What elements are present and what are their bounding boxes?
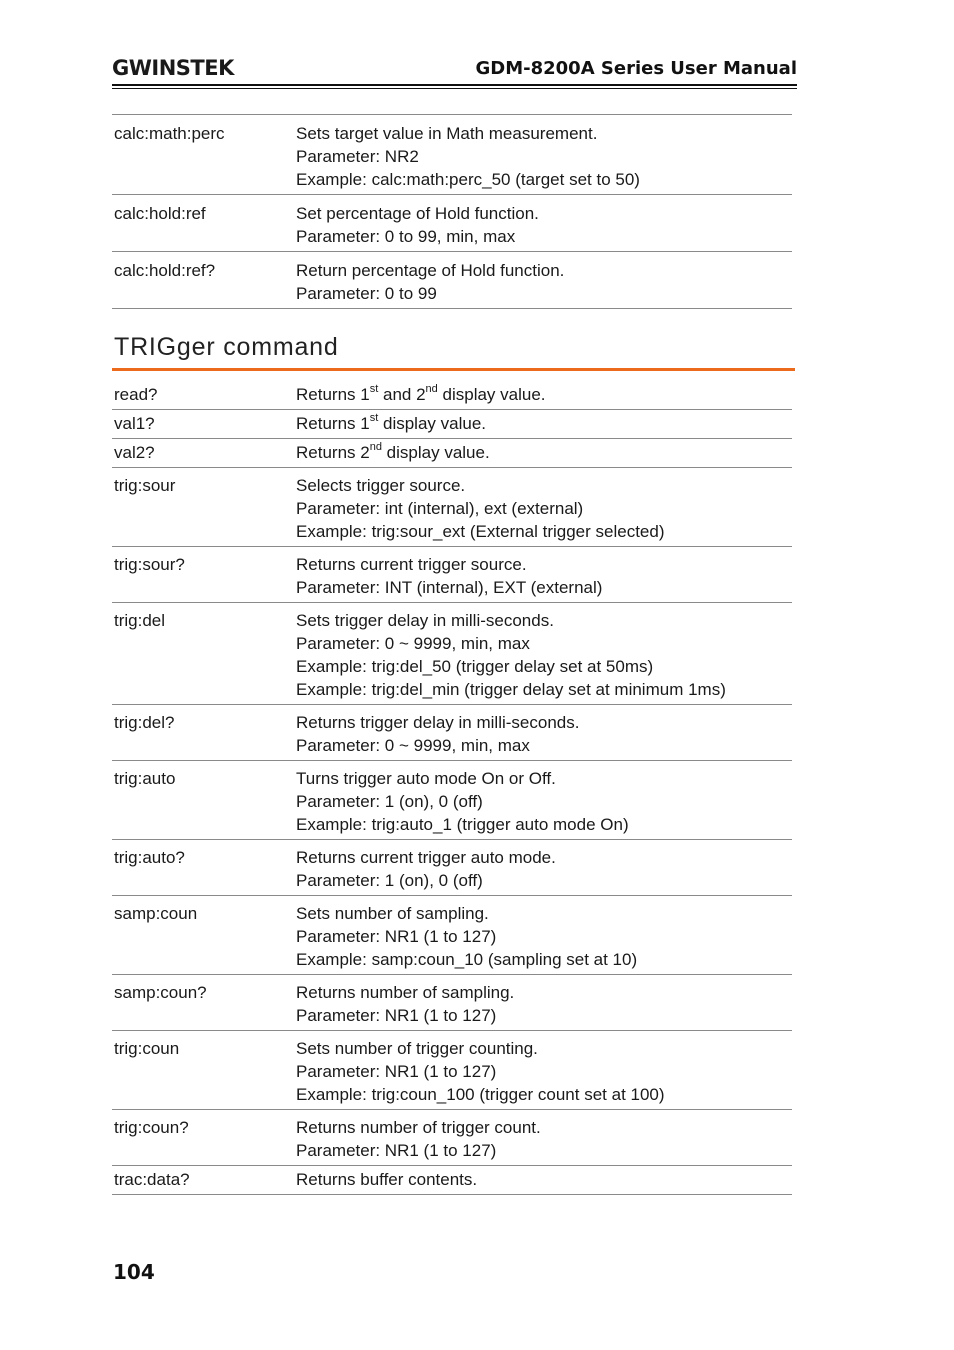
description-line: Parameter: NR1 (1 to 127): [296, 1062, 497, 1081]
description-line: Parameter: NR1 (1 to 127): [296, 927, 497, 946]
command-description: [296, 412, 792, 435]
command-name: trig:sour?: [114, 555, 185, 574]
table-row: [112, 603, 792, 705]
table-row: [112, 840, 792, 896]
text-fragment: display value.: [381, 443, 490, 462]
description-line: [296, 441, 792, 464]
description-line: Parameter: 0 ~ 9999, min, max: [296, 736, 530, 755]
table-row: [112, 410, 792, 439]
description-line: Sets number of sampling.: [296, 904, 489, 923]
command-name: val2?: [114, 443, 155, 462]
description-line: Returns current trigger auto mode.: [296, 848, 556, 867]
command-description: [296, 441, 792, 464]
command-name: read?: [114, 385, 158, 404]
ordinal-suffix: nd: [425, 383, 438, 396]
description-line: Example: calc:math:perc_50 (target set to 50): [296, 170, 640, 189]
table-row: [112, 975, 792, 1031]
brand-logo: GWINSTEK: [112, 56, 234, 80]
command-name: trig:del?: [114, 713, 175, 732]
command-name: calc:hold:ref?: [114, 261, 216, 280]
header-rule: [112, 84, 797, 86]
description-line: Parameter: 1 (on), 0 (off): [296, 792, 483, 811]
description-line: Example: trig:auto_1 (trigger auto mode On): [296, 815, 629, 834]
description-line: Returns current trigger source.: [296, 555, 527, 574]
ordinal-suffix: nd: [369, 441, 382, 454]
description-line: Sets target value in Math measurement.: [296, 124, 598, 143]
description-line: Return percentage of Hold function.: [296, 261, 565, 280]
table-row: [112, 195, 792, 252]
table-row: [112, 896, 792, 975]
description-line: Turns trigger auto mode On or Off.: [296, 769, 556, 788]
description-line: Returns number of sampling.: [296, 983, 515, 1002]
description-line: Selects trigger source.: [296, 476, 466, 495]
description-line: Returns buffer contents.: [296, 1170, 478, 1189]
section-rule: [112, 368, 795, 371]
command-description: [296, 846, 792, 892]
command-name: trig:del: [114, 611, 166, 630]
table-row: [112, 1031, 792, 1110]
command-description: [296, 981, 792, 1027]
description-line: Sets number of trigger counting.: [296, 1039, 538, 1058]
text-fragment: display value.: [378, 414, 486, 433]
command-description: [296, 1037, 792, 1106]
description-line: Returns number of trigger count.: [296, 1118, 541, 1137]
command-description: [296, 259, 792, 305]
table-row: [112, 439, 792, 468]
table-row: [112, 547, 792, 603]
description-line: Parameter: int (internal), ext (external): [296, 499, 584, 518]
description-line: Parameter: INT (internal), EXT (external): [296, 578, 603, 597]
command-name: trig:auto?: [114, 848, 185, 867]
command-description: [296, 553, 792, 599]
command-description: [296, 1168, 792, 1191]
command-description: [296, 1116, 792, 1162]
table-row: [112, 381, 792, 410]
calc-command-table: [112, 114, 792, 309]
command-name: val1?: [114, 414, 155, 433]
command-name: trig:coun: [114, 1039, 180, 1058]
table-row: [112, 1166, 792, 1195]
description-line: Parameter: NR1 (1 to 127): [296, 1141, 497, 1160]
command-description: [296, 383, 792, 406]
description-line: Example: trig:coun_100 (trigger count set at 100): [296, 1085, 665, 1104]
description-line: Parameter: 0 to 99: [296, 284, 437, 303]
description-line: Parameter: 0 ~ 9999, min, max: [296, 634, 530, 653]
ordinal-suffix: st: [369, 412, 379, 425]
description-line: Example: trig:sour_ext (External trigger selected): [296, 522, 665, 541]
command-description: [296, 711, 792, 757]
description-line: Set percentage of Hold function.: [296, 204, 539, 223]
description-line: Example: trig:del_min (trigger delay set at minimum 1ms): [296, 680, 726, 699]
command-name: trig:coun?: [114, 1118, 189, 1137]
description-line: Parameter: 0 to 99, min, max: [296, 227, 516, 246]
header-rule-thin: [112, 88, 797, 89]
description-line: Example: samp:coun_10 (sampling set at 10): [296, 950, 638, 969]
description-line: Sets trigger delay in milli-seconds.: [296, 611, 554, 630]
table-row: [112, 761, 792, 840]
command-name: samp:coun?: [114, 983, 207, 1002]
command-description: [296, 202, 792, 248]
table-row: [112, 468, 792, 547]
command-description: [296, 474, 792, 543]
command-description: [296, 902, 792, 971]
description-line: [296, 412, 792, 435]
command-description: [296, 767, 792, 836]
text-fragment: Returns 2: [296, 443, 370, 462]
description-line: Example: trig:del_50 (trigger delay set at 50ms): [296, 657, 654, 676]
description-line: Parameter: NR1 (1 to 127): [296, 1006, 497, 1025]
command-description: [296, 122, 792, 191]
description-line: [296, 383, 792, 406]
section-title: TRIGger command: [114, 333, 339, 361]
ordinal-suffix: st: [369, 383, 379, 396]
command-name: trig:auto: [114, 769, 176, 788]
page-number: 104: [113, 1260, 155, 1284]
command-name: trac:data?: [114, 1170, 190, 1189]
text-fragment: and 2: [378, 385, 426, 404]
text-fragment: Returns 1: [296, 385, 370, 404]
trigger-command-table: [112, 381, 792, 1195]
manual-title: GDM-8200A Series User Manual: [475, 58, 797, 79]
description-line: Parameter: NR2: [296, 147, 419, 166]
table-row: [112, 115, 792, 195]
table-row: [112, 705, 792, 761]
description-line: Returns trigger delay in milli-seconds.: [296, 713, 580, 732]
table-row: [112, 1110, 792, 1166]
text-fragment: display value.: [437, 385, 546, 404]
table-row: [112, 252, 792, 309]
command-name: trig:sour: [114, 476, 176, 495]
text-fragment: Returns 1: [296, 414, 370, 433]
command-name: calc:math:perc: [114, 124, 225, 143]
description-line: Parameter: 1 (on), 0 (off): [296, 871, 483, 890]
command-name: samp:coun: [114, 904, 198, 923]
command-description: [296, 609, 792, 701]
command-name: calc:hold:ref: [114, 204, 206, 223]
